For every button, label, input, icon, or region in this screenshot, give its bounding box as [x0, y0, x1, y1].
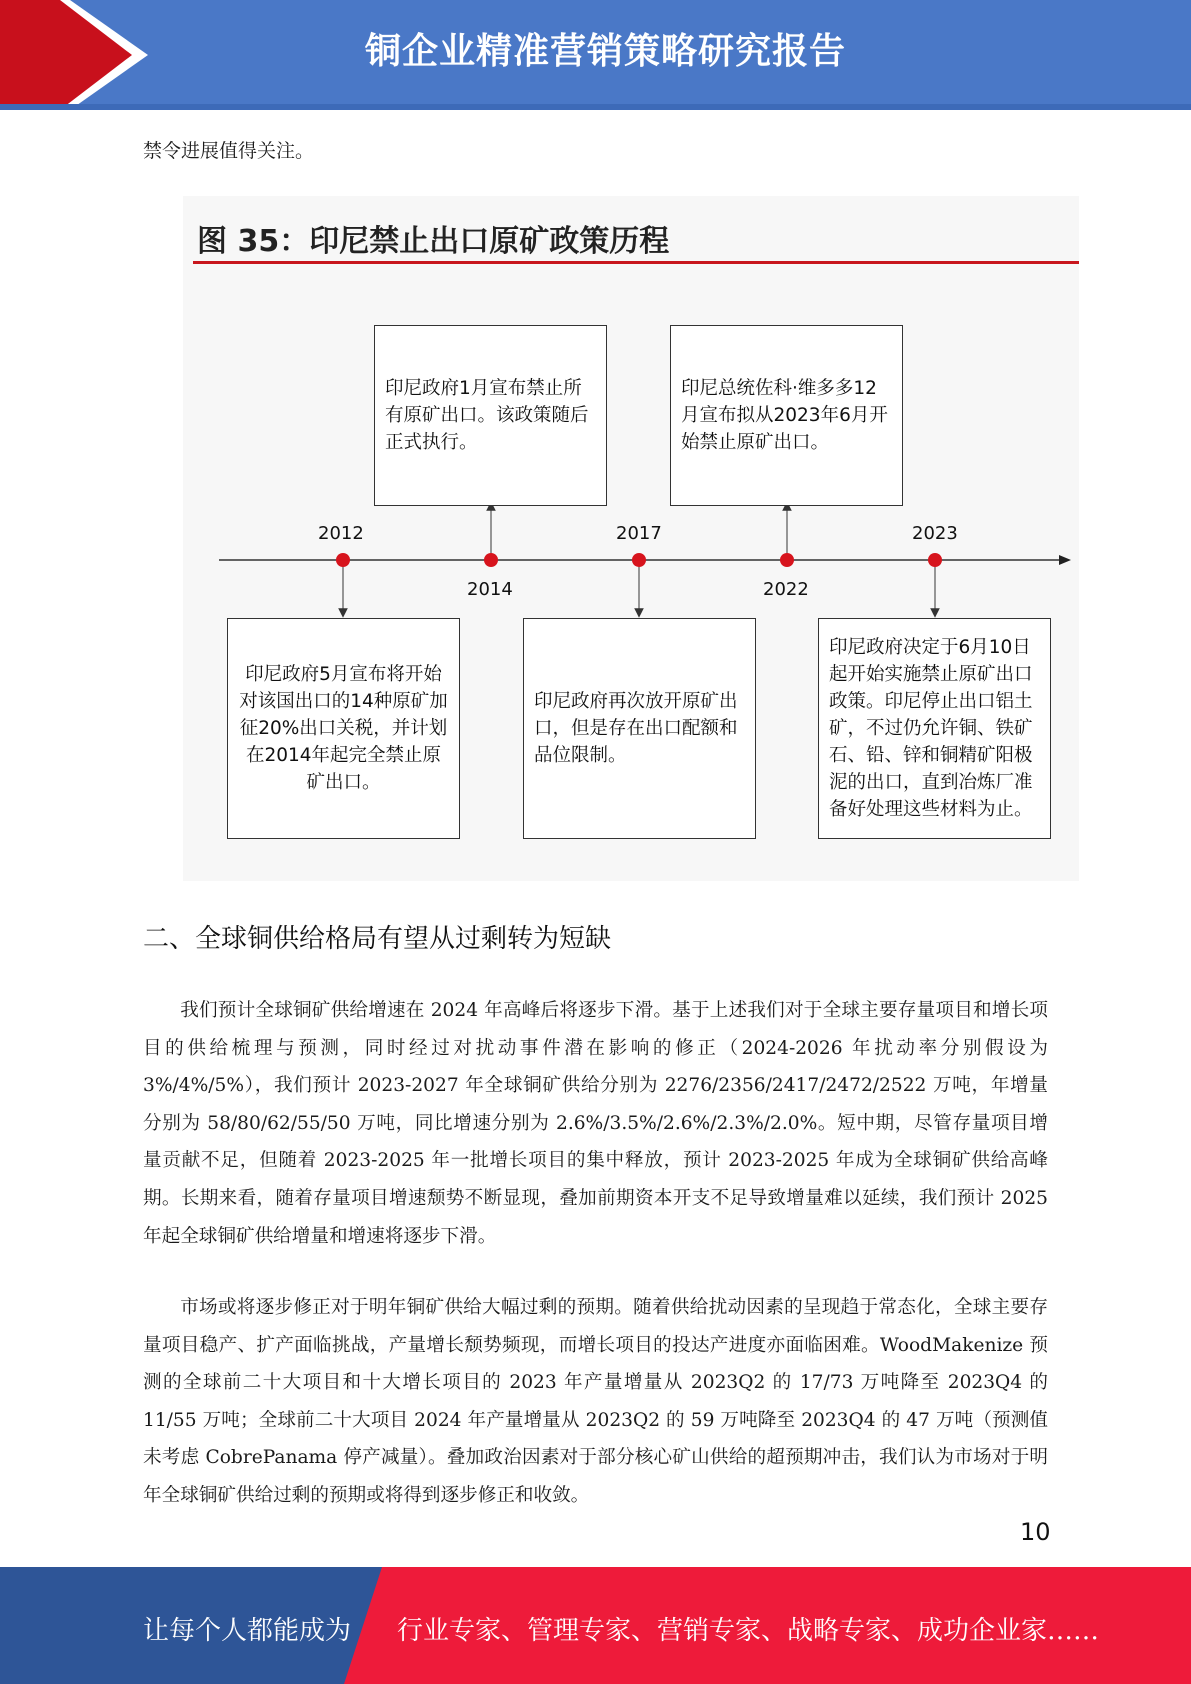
- timeline-box-2022-text: 印尼总统佐科·维多多12月宣布拟从2023年6月开始禁止原矿出口。: [681, 378, 888, 453]
- timeline-box-2023-text: 印尼政府决定于6月10日起开始实施禁止原矿出口政策。印尼停止出口铝土矿，不过仍允许铜、铁矿石、铅、锌和铜精矿阳极泥的出口，直到冶炼厂准备好处理这些材料为止。: [829, 637, 1033, 820]
- timeline-box-2014-text: 印尼政府1月宣布禁止所有原矿出口。该政策随后正式执行。: [385, 378, 589, 453]
- timeline-box-2014: [374, 325, 607, 506]
- paragraph-supply-growth: 我们预计全球铜矿供给增速在 2024 年高峰后将逐步下滑。基于上述我们对于全球主要存量项目和增长项目的供给梳理与预测，同时经过对扰动事件潜在影响的修正（2024-2026 年扰动率分别假设为 3%/4%/5%），我们预计 2023-2027 年全球铜矿供给分别为 2276/2356/2417/2472/2522 万吨，年增量分别为 58/80/62/55/50 万吨，同比增速分别为 2.6%/3.5%/2.6%/2.3%/2.0%。短中期，尽管存量项目增量贡献不足，但随着 2023-2025 年一批增长项目的集中释放，预计 2023-2025 年成为全球铜矿供给高峰期。长期来看，随着存量项目增速颓势不断显现，叠加前期资本开支不足导致增量难以延续，我们预计 2025 年起全球铜矿供给增量和增速将逐步下滑。: [143, 1000, 1048, 1247]
- timeline-marker-2012: [336, 553, 350, 567]
- footer-slogan-left: 让每个人都能成为: [143, 1616, 352, 1646]
- timeline-year-2022: 2022: [763, 579, 809, 600]
- timeline-box-2017: [523, 618, 756, 839]
- page-number: 10: [1020, 1518, 1051, 1546]
- timeline-figure: [183, 196, 1079, 881]
- timeline-marker-2023: [928, 553, 942, 567]
- timeline-box-2017-text: 印尼政府再次放开原矿出口，但是存在出口配额和品位限制。: [534, 691, 738, 766]
- timeline-axis-arrow-icon: [1059, 555, 1071, 565]
- timeline-marker-2022: [780, 553, 794, 567]
- carry-over-text: 禁令进展值得关注。: [143, 140, 315, 162]
- timeline-year-2012: 2012: [318, 523, 364, 544]
- timeline-year-2023: 2023: [912, 523, 958, 544]
- footer-slogan-right: 行业专家、管理专家、营销专家、战略专家、成功企业家……: [397, 1616, 1100, 1646]
- header-title: 铜企业精准营销策略研究报告: [364, 31, 846, 72]
- timeline-box-2023: [818, 618, 1051, 839]
- timeline-box-2012: [227, 618, 460, 839]
- timeline-marker-2017: [632, 553, 646, 567]
- timeline-marker-2014: [484, 553, 498, 567]
- header-bar: [0, 104, 1191, 110]
- timeline-year-2014: 2014: [467, 579, 513, 600]
- paragraph-market-correction: 市场或将逐步修正对于明年铜矿供给大幅过剩的预期。随着供给扰动因素的呈现趋于常态化，全球主要存量项目稳产、扩产面临挑战，产量增长颓势频现，而增长项目的投达产进度亦面临困难。WoodMakenize 预测的全球前二十大项目和十大增长项目的 2023 年产量增量从 2023Q2 的 17/73 万吨降至 2023Q4 的 11/55 万吨；全球前二十大项目 2024 年产量增量从 2023Q2 的 59 万吨降至 2023Q4 的 47 万吨（预测值未考虑 CobrePanama 停产减量）。叠加政治因素对于部分核心矿山供给的超预期冲击，我们认为市场对于明年全球铜矿供给过剩的预期或将得到逐步修正和收敛。: [143, 1297, 1048, 1506]
- page-header: [0, 0, 1191, 110]
- timeline-box-2012-text: 印尼政府5月宣布将开始对该国出口的14种原矿加征20%出口关税，并计划在2014年起完全禁止原矿出口。: [239, 664, 448, 793]
- section-heading: 二、全球铜供给格局有望从过剩转为短缺: [143, 924, 612, 954]
- timeline-box-2022: [670, 325, 903, 506]
- timeline-year-2017: 2017: [616, 523, 662, 544]
- figure-title: 图 35：印尼禁止出口原矿政策历程: [197, 224, 670, 259]
